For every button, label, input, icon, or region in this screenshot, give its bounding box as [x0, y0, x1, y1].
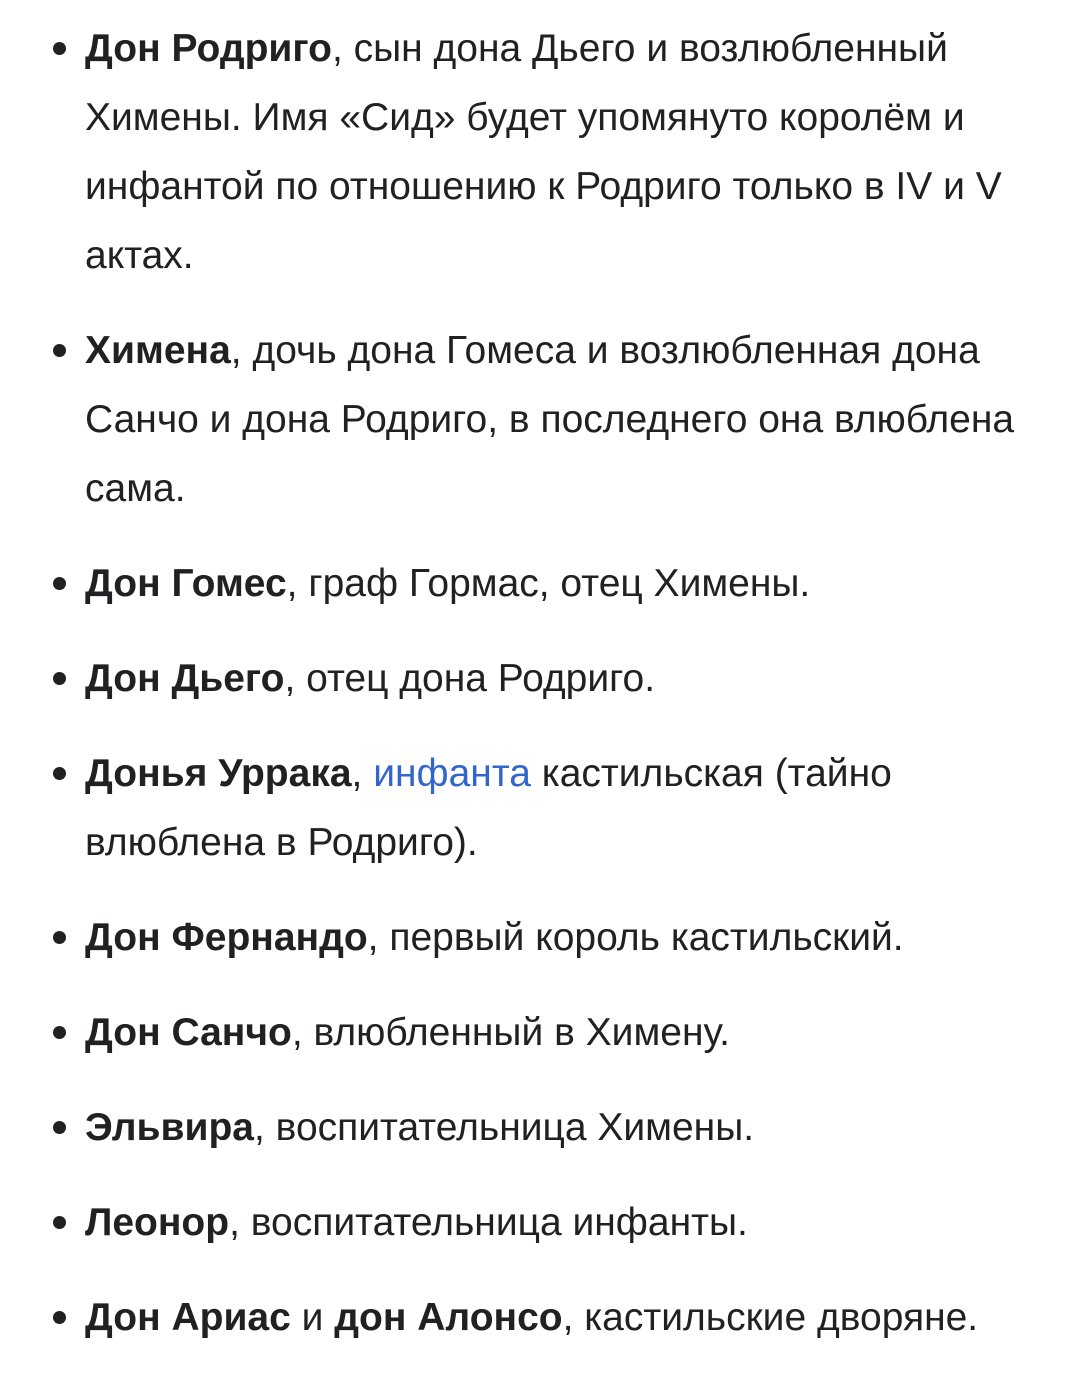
character-description: , дочь дона Гомеса и возлюбленная дона Санчо и дона Родриго, в последнего она влюблена сама. [85, 329, 1015, 510]
bullet-icon [53, 1026, 66, 1039]
character-name: Дон Дьего [85, 657, 285, 700]
list-item-leonor [0, 1188, 1080, 1257]
character-name: Донья Уррака [85, 752, 352, 795]
bullet-icon [53, 1311, 66, 1324]
character-description: , воспитательница инфанты. [229, 1201, 748, 1244]
bullet-icon [53, 1216, 66, 1229]
character-name: Дон Родриго [85, 27, 332, 70]
bullet-icon [53, 672, 66, 685]
bullet-icon [53, 767, 66, 780]
character-description: , кастильские дворяне. [562, 1296, 979, 1339]
list-item-donya-urraka [0, 739, 1080, 877]
character-name: Дон Гомес [85, 562, 287, 605]
list-item-don-diego [0, 644, 1080, 713]
character-description: кастильская (тайно влюблена в Родриго). [85, 752, 892, 864]
list-item-don-arias-alonso [0, 1283, 1080, 1352]
character-name: Дон Фернандо [85, 916, 368, 959]
character-name: Дон Санчо [85, 1011, 292, 1054]
character-description: , воспитательница Химены. [254, 1106, 755, 1149]
character-description: , граф Гормас, отец Химены. [286, 562, 811, 605]
bullet-icon [53, 344, 66, 357]
bullet-icon [53, 1121, 66, 1134]
list-item-don-rodrigo [0, 14, 1080, 290]
character-name-2: дон Алонсо [334, 1296, 563, 1339]
character-description: , влюбленный в Химену. [291, 1011, 730, 1054]
character-name: Эльвира [85, 1106, 254, 1149]
list-item-elvira [0, 1093, 1080, 1162]
list-item-don-fernando [0, 903, 1080, 972]
conjunction-text: и [290, 1296, 335, 1339]
list-item-himena [0, 316, 1080, 523]
bullet-icon [53, 931, 66, 944]
list-item-don-gomes [0, 549, 1080, 618]
character-name: Дон Ариас [85, 1296, 291, 1339]
bullet-icon [53, 42, 66, 55]
bullet-icon [53, 577, 66, 590]
character-name: Леонор [85, 1201, 230, 1244]
character-description: , отец дона Родриго. [284, 657, 656, 700]
list-item-don-sancho [0, 998, 1080, 1067]
character-description: , первый король кастильский. [367, 916, 904, 959]
separator-text: , [351, 752, 374, 795]
character-description: , сын дона Дьего и возлюбленный Химены. Имя «Сид» будет упомянуто королём и инфантой по отношению к Родриго только в IV и V актах. [85, 27, 1002, 277]
character-name: Химена [85, 329, 231, 372]
infanta-link[interactable]: инфанта [373, 752, 531, 795]
